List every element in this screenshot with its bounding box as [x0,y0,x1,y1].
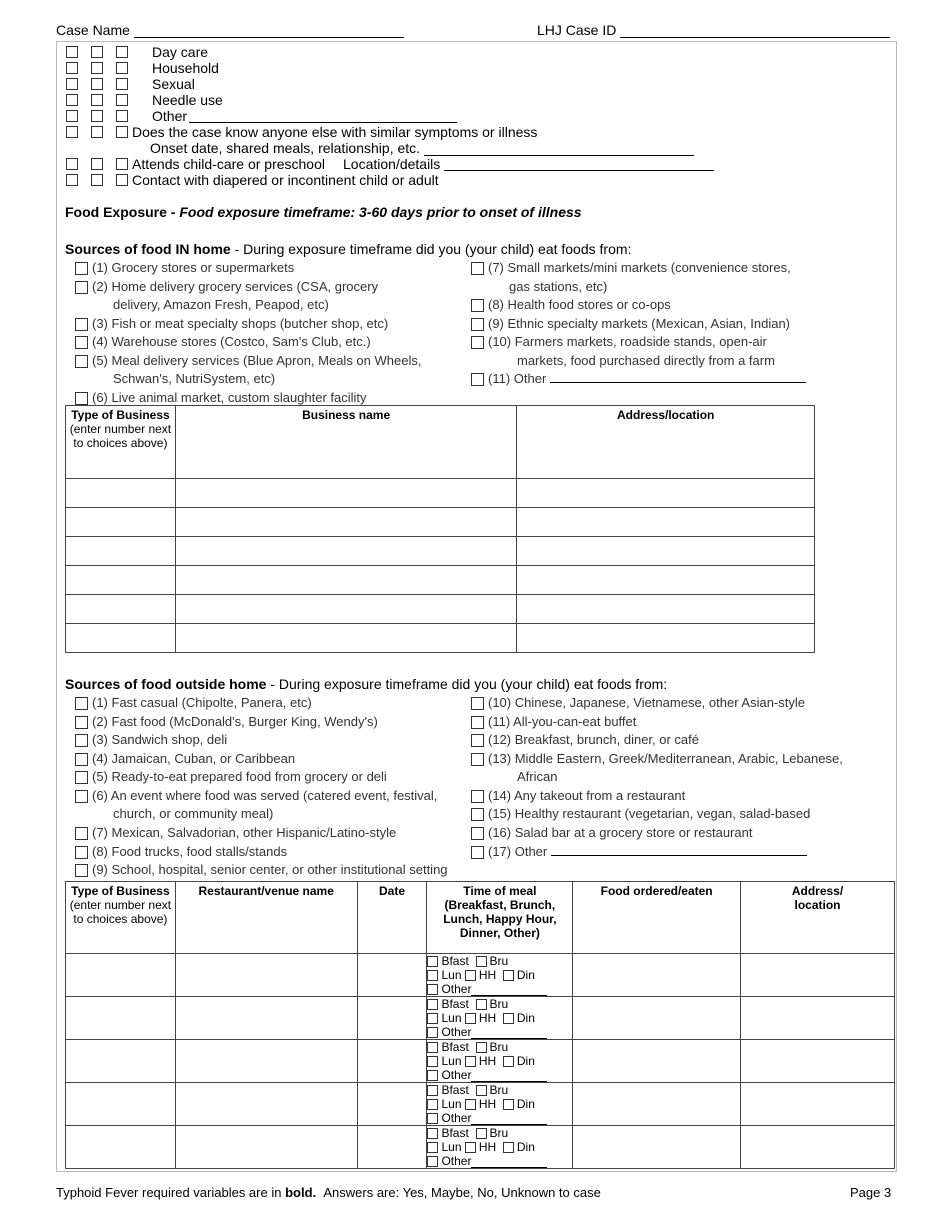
outside-option-2[interactable] [75,713,378,731]
other-blank[interactable] [189,110,457,123]
other-checkbox[interactable] [427,1070,438,1081]
din-checkbox[interactable] [503,970,514,981]
option-label: (8) Food trucks, food stalls/stands [92,844,288,859]
table-row[interactable] [66,954,895,997]
checkbox[interactable] [471,262,484,275]
diapered-label: Contact with diapered or incontinent child or adult [132,172,439,188]
bru-checkbox[interactable] [476,999,487,1010]
lun-checkbox[interactable] [427,1056,438,1067]
contact-row-daycare [66,44,208,60]
col-business-name: Business name [175,406,516,479]
option-label: (5) Meal delivery services (Blue Apron, Meals on Wheels, [92,353,422,368]
childcare-location-label: Location/details [343,156,441,172]
hh-checkbox[interactable] [465,1056,476,1067]
unknown-checkbox[interactable] [116,158,128,170]
option-label: (10) Farmers markets, roadside stands, open-air [488,334,767,349]
meal-time-cell: Bfast Bru Lun HH Din Other [427,997,573,1040]
in-home-heading-bold: Sources of food IN home [65,241,231,257]
bru-checkbox[interactable] [476,1085,487,1096]
yes-checkbox[interactable] [66,110,78,122]
other-checkbox[interactable] [427,1156,438,1167]
no-checkbox[interactable] [91,62,103,74]
no-checkbox[interactable] [91,110,103,122]
outside-option-12[interactable] [471,731,699,749]
no-checkbox[interactable] [91,46,103,58]
checkbox[interactable] [75,790,88,803]
meal-time-cell: Bfast Bru Lun HH Din Other [427,1040,573,1083]
childcare-label: Attends child-care or preschool [132,156,325,172]
in-home-option-4[interactable] [75,333,371,351]
bfast-checkbox[interactable] [427,1042,438,1053]
bfast-checkbox[interactable] [427,1128,438,1139]
col-food-ordered: Food ordered/eaten [573,882,741,954]
option-label: (6) An event where food was served (catered event, festival, [92,788,438,803]
case-name-field[interactable] [56,22,404,38]
lhj-case-id-field[interactable] [537,22,890,38]
meal-time-cell: Bfast Bru Lun HH Din Other [427,954,573,997]
table-row[interactable] [66,997,895,1040]
checkbox[interactable] [75,716,88,729]
checkbox[interactable] [471,299,484,312]
in-home-option-2[interactable] [75,278,378,296]
unknown-checkbox[interactable] [116,62,128,74]
diapered-row [66,172,439,188]
option-label: (15) Healthy restaurant (vegetarian, vegan, salad-based [488,806,811,821]
lhj-case-id-label: LHJ Case ID [537,22,617,38]
option-label: (16) Salad bar at a grocery store or restaurant [488,825,753,840]
food-exposure-label: Food Exposure - [65,204,176,220]
yes-checkbox[interactable] [66,158,78,170]
outside-option-7[interactable] [75,824,396,842]
lun-checkbox[interactable] [427,970,438,981]
other-checkbox[interactable] [427,984,438,995]
checkbox[interactable] [75,864,88,877]
outside-option-11[interactable] [471,713,636,731]
table-row[interactable] [66,566,815,595]
table-row[interactable] [66,508,815,537]
unknown-checkbox[interactable] [116,110,128,122]
footer-note-end: Answers are: Yes, Maybe, No, Unknown to case [323,1185,601,1200]
option-label: (2) Home delivery grocery services (CSA, grocery [92,279,379,294]
col-date: Date [357,882,427,954]
outside-home-heading [65,676,667,692]
outside-option-10[interactable] [471,694,805,712]
option-label: (11) All-you-can-eat buffet [488,714,637,729]
yes-checkbox[interactable] [66,126,78,138]
checkbox[interactable] [75,734,88,747]
similar-symptoms-row [66,124,537,140]
option-label: (9) Ethnic specialty markets (Mexican, Asian, Indian) [488,316,791,331]
outside-option-1[interactable] [75,694,312,712]
option-label: (4) Jamaican, Cuban, or Caribbean [92,751,296,766]
no-checkbox[interactable] [91,78,103,90]
yes-checkbox[interactable] [66,78,78,90]
outside-option-6-cont: church, or community meal) [113,806,274,821]
other-blank[interactable] [550,370,806,383]
in-home-option-10-cont: markets, food purchased directly from a farm [517,353,775,368]
contact-label: Sexual [152,76,195,92]
outside-option-9[interactable] [75,861,448,879]
option-label: (14) Any takeout from a restaurant [488,788,686,803]
col-address-location: Address/location [517,406,815,479]
footer-note [56,1185,601,1200]
in-home-option-9[interactable] [471,315,790,333]
checkbox[interactable] [75,827,88,840]
bru-checkbox[interactable] [476,1128,487,1139]
unknown-checkbox[interactable] [116,174,128,186]
other-blank[interactable] [551,843,807,856]
option-label: (3) Fish or meat specialty shops (butcher shop, etc) [92,316,389,331]
checkbox[interactable] [75,392,88,405]
checkbox[interactable] [471,697,484,710]
lun-checkbox[interactable] [427,1013,438,1024]
din-checkbox[interactable] [503,1013,514,1024]
checkbox[interactable] [471,734,484,747]
similar-symptoms-sub-label: Onset date, shared meals, relationship, etc. [150,140,421,156]
contact-row-other [66,108,457,124]
checkbox[interactable] [471,827,484,840]
yes-checkbox[interactable] [66,174,78,186]
meal-time-cell: Bfast Bru Lun HH Din Other [427,1126,573,1169]
outside-home-heading-bold: Sources of food outside home [65,676,267,692]
outside-option-16[interactable] [471,824,752,842]
no-checkbox[interactable] [91,158,103,170]
in-home-option-8[interactable] [471,296,671,314]
lun-checkbox[interactable] [427,1142,438,1153]
bfast-checkbox[interactable] [427,1085,438,1096]
footer-note-bold: bold. [285,1185,317,1200]
din-checkbox[interactable] [503,1056,514,1067]
hh-checkbox[interactable] [465,1142,476,1153]
outside-home-venue-table [65,881,895,1169]
in-home-option-2-cont: delivery, Amazon Fresh, Peapod, etc) [113,297,329,312]
checkbox[interactable] [75,697,88,710]
no-checkbox[interactable] [91,94,103,106]
meal-time-cell: Bfast Bru Lun HH Din Other [427,1083,573,1126]
contact-row-needle [66,92,223,108]
bfast-checkbox[interactable] [427,956,438,967]
outside-option-3[interactable] [75,731,227,749]
bfast-checkbox[interactable] [427,999,438,1010]
checkbox[interactable] [471,336,484,349]
outside-option-5[interactable] [75,768,387,786]
option-label: (3) Sandwich shop, deli [92,732,228,747]
yes-checkbox[interactable] [66,94,78,106]
outside-home-heading-rest: - During exposure timeframe did you (your child) eat foods from: [270,676,668,692]
other-checkbox[interactable] [427,1027,438,1038]
outside-option-13-cont: African [517,769,558,784]
in-home-option-5-cont: Schwan's, NutriSystem, etc) [113,371,276,386]
no-checkbox[interactable] [91,126,103,138]
unknown-checkbox[interactable] [116,78,128,90]
outside-option-6[interactable] [75,787,437,805]
unknown-checkbox[interactable] [116,126,128,138]
option-label: (12) Breakfast, brunch, diner, or café [488,732,699,747]
in-home-option-10[interactable] [471,333,767,351]
checkbox[interactable] [75,846,88,859]
col-address: Address/ location [741,882,895,954]
option-label: (17) Other [488,844,548,859]
table-row[interactable] [66,624,815,653]
table-row[interactable] [66,1083,895,1126]
checkbox[interactable] [471,753,484,766]
contact-row-sexual [66,76,195,92]
yes-checkbox[interactable] [66,46,78,58]
childcare-location-blank[interactable] [444,158,714,171]
checkbox[interactable] [471,846,484,859]
in-home-business-table [65,405,815,653]
in-home-heading [65,241,631,257]
option-label: (2) Fast food (McDonald's, Burger King, Wendy's) [92,714,378,729]
outside-option-13[interactable] [471,750,843,768]
hh-checkbox[interactable] [465,1013,476,1024]
in-home-option-7-cont: gas stations, etc) [509,279,608,294]
similar-symptoms-details[interactable] [150,140,694,156]
childcare-row [66,156,714,172]
table-row[interactable] [66,595,815,624]
option-label: (7) Mexican, Salvadorian, other Hispanic/Latino-style [92,825,397,840]
bru-checkbox[interactable] [476,1042,487,1053]
table-row[interactable] [66,479,815,508]
bru-checkbox[interactable] [476,956,487,967]
contact-row-household [66,60,219,76]
checkbox[interactable] [471,373,484,386]
in-home-option-1[interactable] [75,259,294,277]
outside-option-4[interactable] [75,750,295,768]
in-home-option-5[interactable] [75,352,421,370]
din-checkbox[interactable] [503,1099,514,1110]
table-row[interactable] [66,1040,895,1083]
case-name-label: Case Name [56,22,130,38]
yes-checkbox[interactable] [66,62,78,74]
option-label: (1) Grocery stores or supermarkets [92,260,295,275]
col-type-of-business: Type of Business (enter number next to choices above) [66,406,176,479]
in-home-option-3[interactable] [75,315,388,333]
option-label: (10) Chinese, Japanese, Vietnamese, other Asian-style [488,695,805,710]
checkbox[interactable] [75,281,88,294]
option-label: (13) Middle Eastern, Greek/Mediterranean, Arabic, Lebanese, [488,751,843,766]
hh-checkbox[interactable] [465,970,476,981]
no-checkbox[interactable] [91,174,103,186]
option-label: (11) Other [488,371,547,386]
checkbox[interactable] [75,771,88,784]
outside-option-8[interactable] [75,843,287,861]
food-exposure-timeframe: Food exposure timeframe: 3-60 days prior to onset of illness [179,204,582,220]
outside-option-15[interactable] [471,805,810,823]
table-row[interactable] [66,1126,895,1169]
checkbox[interactable] [471,790,484,803]
in-home-option-7[interactable] [471,259,791,277]
option-label: (4) Warehouse stores (Costco, Sam's Club, etc.) [92,334,371,349]
contact-label: Day care [152,44,209,60]
food-exposure-title [65,204,582,220]
contact-label: Other [152,108,188,124]
col-venue-name: Restaurant/venue name [175,882,357,954]
option-label: (6) Live animal market, custom slaughter facility [92,390,367,405]
similar-symptoms-label: Does the case know anyone else with similar symptoms or illness [132,124,538,140]
table-row[interactable] [66,537,815,566]
checkbox[interactable] [75,318,88,331]
checkbox[interactable] [471,716,484,729]
other-checkbox[interactable] [427,1113,438,1124]
checkbox[interactable] [75,336,88,349]
outside-option-17[interactable] [471,843,807,861]
col-type-of-business: Type of Business (enter number next to choices above) [66,882,176,954]
table-header-row [66,882,895,954]
page-number: Page 3 [850,1185,892,1200]
checkbox[interactable] [75,355,88,368]
col-time-of-meal: Time of meal (Breakfast, Brunch, Lunch, Happy Hour, Dinner, Other) [427,882,573,954]
table-header-row [66,406,815,479]
option-label: (9) School, hospital, senior center, or other institutional setting [92,862,448,877]
lun-checkbox[interactable] [427,1099,438,1110]
checkbox[interactable] [471,318,484,331]
checkbox[interactable] [471,808,484,821]
checkbox[interactable] [75,262,88,275]
option-label: (8) Health food stores or co-ops [488,297,671,312]
din-checkbox[interactable] [503,1142,514,1153]
in-home-heading-rest: - During exposure timeframe did you (your child) eat foods from: [234,241,632,257]
checkbox[interactable] [75,753,88,766]
outside-option-14[interactable] [471,787,685,805]
footer-note-start: Typhoid Fever required variables are in [56,1185,282,1200]
option-label: (5) Ready-to-eat prepared food from grocery or deli [92,769,387,784]
in-home-option-11[interactable] [471,370,806,388]
unknown-checkbox[interactable] [116,46,128,58]
option-label: (7) Small markets/mini markets (convenience stores, [488,260,791,275]
contact-label: Household [152,60,219,76]
contact-label: Needle use [152,92,223,108]
hh-checkbox[interactable] [465,1099,476,1110]
option-label: (1) Fast casual (Chipolte, Panera, etc) [92,695,312,710]
unknown-checkbox[interactable] [116,94,128,106]
